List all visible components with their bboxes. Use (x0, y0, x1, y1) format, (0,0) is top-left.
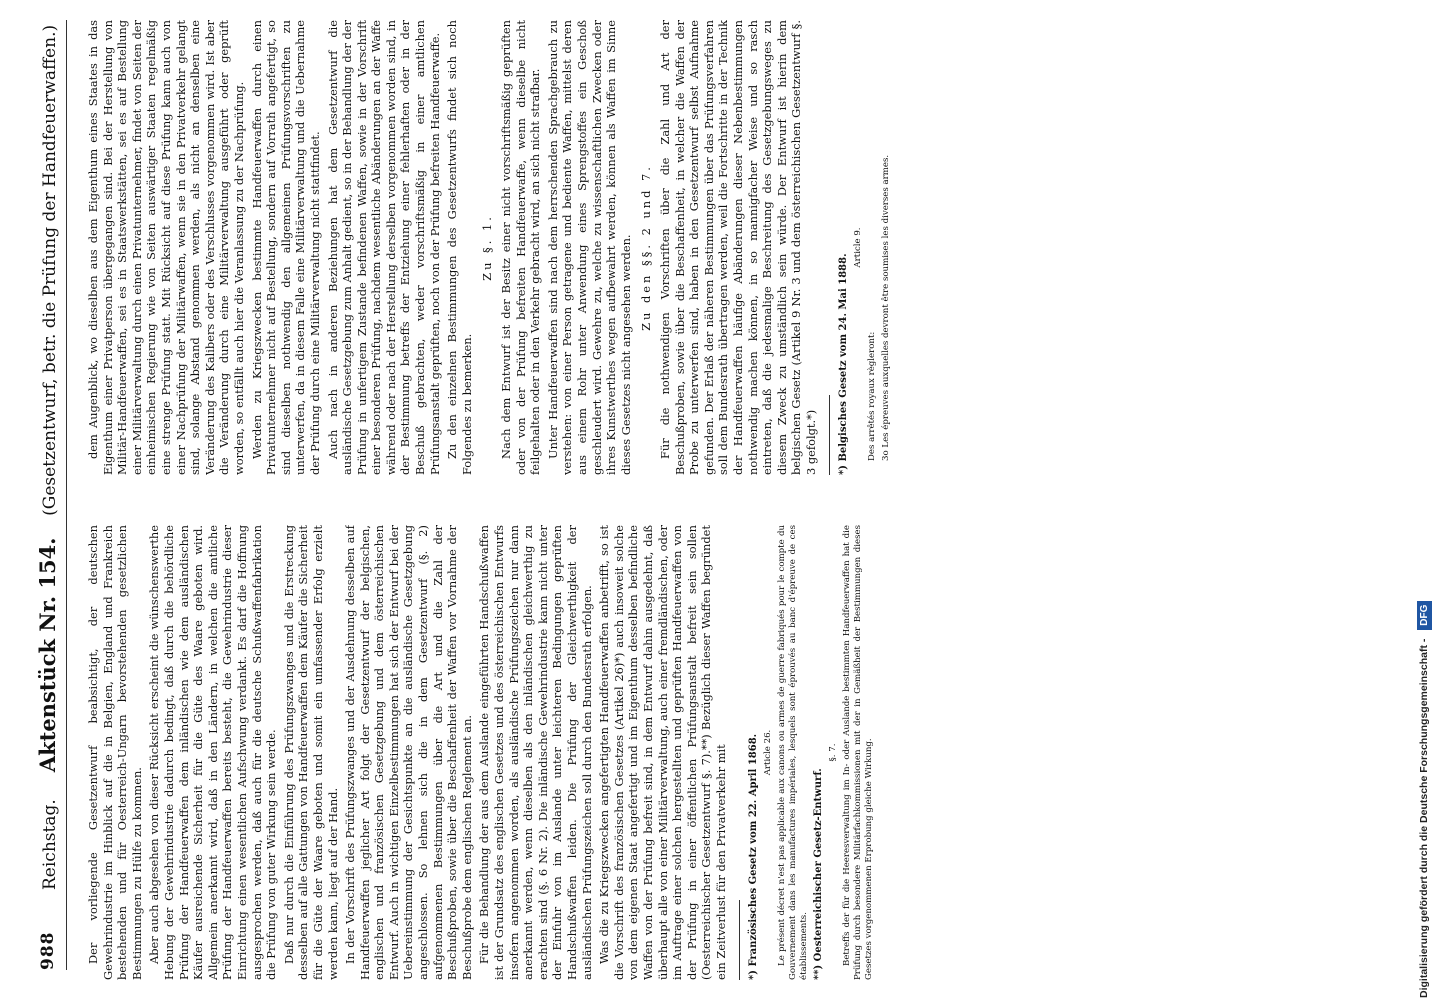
right-column (86, 20, 1226, 475)
paragraph: Für die Behandlung der aus dem Auslande eingeführten Handschußwaffen ist der Grundsatz des englischen Gesetzes und des österreichischen Entwurfs insofern angenommen worden, als ausländische Prüfungszeichen nur dann anerkannt werden, wenn dieselben als den inländischen gleichwerthig zu erachten sind (§. 6 Nr. 2). Die inländische Gewehrindustrie kann nicht unter der Einfuhr von im Auslande unter leichteren Bedingungen geprüften Handschußwaffen leiden. Die Prüfung der Gleichwerthigkeit der ausländischen Prüfungszeichen soll durch den Bundesrath erfolgen. (477, 525, 594, 980)
footnote-article: Article 9. (852, 227, 863, 268)
header-text (36, 25, 62, 890)
paragraph: Der vorliegende Gesetzentwurf beabsichtigt, der deutschen Gewehrindustrie im Hinblick auf die in Belgien, England und Frankreich bestehenden und für Oesterreich-Ungarn bevorstehenden gesetzlichen Bestimmungen zu Hülfe zu kommen. (86, 525, 144, 980)
footnote-rule (739, 900, 740, 980)
footnote-title: **) Oesterreichischer Gesetz-Entwurf. (812, 768, 824, 980)
paragraph: Unter Handfeuerwaffen sind nach dem herrschenden Sprachgebrauch zu verstehen: von einer Person getragene und bediente Waffen, mittelst deren aus einem Rohr unter Anwendung eines Sprengstoffes ein Geschoß geschleudert wird. Gewehre zu, welche zu wissenschaftlichen Zwecken oder ihres Kunstwerthes wegen aufbewahrt werden, können als Waffen im Sinne dieses Gesetzes nicht angesehen werden. (545, 20, 633, 475)
paragraph: Was die zu Kriegszwecken angefertigten Handfeuerwaffen anbetrifft, so ist die Vorschrift des französischen Gesetzes (Artikel 26)*) auch insoweit solche von dem eigenen Staat angefertigt und im Eigenthum desselben befindliche Waffen von der Prüfung befreit sind, in dem Entwurf dahin ausgedehnt, daß überhaupt alle von einer Militärverwaltung, auch einer fremdländischen, oder im Auftrage einer solchen hergestellten und geprüften Handfeuerwaffen von der Prüfung in einer öffentlichen Prüfungsanstalt befreit sein sollen (Oesterreichischer Gesetzentwurf §. 7).**) Bezüglich dieser Waffen begründet ein Zeitverlust für den Privatverkehr mit (597, 525, 728, 980)
footnote-article: Article 26. (762, 729, 773, 776)
paragraph: Zu den einzelnen Bestimmungen des Gesetzentwurfs findet sich noch Folgendes zu bemerken. (445, 20, 474, 475)
paragraph: Auch nach in anderen Beziehungen hat dem Gesetzentwurf die ausländische Gesetzgebung zum Anhalt gedient, so in der Behandlung der der Prüfung in unfertigem Zustande befindenen Waffen, sowie in der Vorschrift einer besonderen Prüfung, nachdem wesentliche Abänderungen an der Waffe während oder nach der Herstellung derselben vorgenommen worden sind, in der Bestimmung betreffs der Entziehung einer fehlerhaften oder in der Beschuß gebrachten, weder vorschriftsmäßig in einer amtlichen Prüfungsanstalt geprüften, noch von der Prüfung befreiten Handfeuerwaffe. (325, 20, 442, 475)
footnote-text: Des arrêtés royaux règleront: (866, 331, 877, 461)
running-header (36, 20, 66, 970)
footnote-text: Le présent décret n'est pas applicable aux canons ou armes de guerre fabriqués pour le compte du Gouvernement dans les manufactures impériales, lesquels sont éprouvés au banc d'épreuve de ces établissements. (776, 525, 809, 980)
credit-text: Digitalisierung gefördert durch die Deutsche Forschungsgemeinschaft - (1418, 638, 1430, 998)
paragraph: Für die nothwendigen Vorschriften über die Zahl und Art der Beschußproben, sowie über die Beschaffenheit, in welcher die Waffen der Probe zu unterwerfen sind, haben in den Gesetzentwurf selbst Aufnahme gefunden. Der Erlaß der näheren Bestimmungen über das Prüfungsverfahren soll dem Bundesrath übertragen werden, weil die Fortschritte in der Technik der Handfeuerwaffen häufige Abänderungen dieser Nebenbestimmungen nothwendig machen können, in so mannigfacher Weise und so rasch eintreten, daß die jedesmalige Beschreitung des Gesetzgebungsweges zu diesem Zweck zu umständlich sein würde. Der Entwurf ist hierin dem belgischen Gesetz (Artikel 9 Nr. 3 und dem österreichischen Gesetzentwurf §. 3 gefolgt.*) (657, 20, 818, 475)
header-rule (66, 20, 67, 970)
footnote-rule (829, 395, 830, 475)
digitization-credit (1416, 8, 1432, 998)
paragraph: dem Augenblick, wo dieselben aus dem Eigenthum eines Staates in das Eigenthum einer Privatperson übergegangen sind. Bei der Herstellung von Militär-Handfeuerwaffen, sei es in Staatswerkstätten, sei es auf Bestellung einer Militärverwaltung durch einen Privatunternehmer, findet von Seiten der einheimischen Regierung wie von Seiten auswärtiger Staaten regelmäßig eine strenge Prüfung statt. Mit Rücksicht auf diese Prüfung kann auch von einer Nachprüfung der Militärwaffen, wenn sie in den Privatverkehr gelangt sind, solange Abstand genommen werden, als nicht an denselben eine Veränderung des Kalibers oder des Verschlusses vorgenommen wird. Ist aber die Veränderung durch eine Militärverwaltung ausgeführt oder geprüft worden, so entfällt auch hier die Veranlassung zu der Nachprüfung. (86, 20, 246, 475)
paragraph: Aber auch abgesehen von dieser Rücksicht erscheint die wünschenswerthe Hebung der Gewehrindustrie dadurch bedingt, daß durch die behördliche Prüfung der Handfeuerwaffen dem inländischen wie dem ausländischen Käufer ausreichende Sicherheit für die Güte des Waare geboten wird. Allgemein anerkannt wird, daß in den Ländern, in welchen die amtliche Prüfung der Handfeuerwaffen bereits besteht, die Gewehrindustrie dieser Einrichtung einen wesentlichen Aufschwung verdankt. Es darf die Hoffnung ausgesprochen werden, daß auch für die deutsche Schußwaffenfabrikation die Prüfung von guter Wirkung sein werde. (147, 525, 279, 980)
footnote-title: *) Französisches Gesetz vom 22. April 1868. (747, 733, 759, 980)
left-column (86, 525, 1226, 980)
footnote-text: Betreffs der für die Heeresverwaltung im In- oder Auslande bestimmten Handfeuerwaffen hat die Prüfung durch besondere Militärfachkommissionen mit der in Gemäßheit der Bestimmungen dieses Gesetzes vorgenommenen Erprobung gleiche Wirkung. (842, 525, 875, 980)
footnote-text: 3o Les épreuves auxquelles devront être soumises les diverses armes. (880, 154, 891, 461)
section-heading: Zu den §§. 2 und 7. (639, 164, 654, 331)
footnote-article: §. 7. (828, 743, 839, 762)
paragraph: Nach dem Entwurf ist der Besitz einer nicht vorschriftsmäßig geprüften oder von der Prüfung befreiten Handfeuerwaffe, wenn dieselbe nicht feilgehalten oder in den Verkehr gebracht wird, an sich nicht strafbar. (499, 20, 543, 475)
paragraph: Daß nur durch die Einführung des Prüfungszwanges und die Erstreckung desselben auf alle Gattungen von Handfeuerwaffen dem Käufer die Sicherheit für die Güte der Waare geboten und somit ein umfassender Erfolg erzielt werden kann, liegt auf der Hand. (281, 525, 340, 980)
paragraph: In der Vorschrift des Prüfungszwanges und der Ausdehnung desselben auf Handfeuerwaffen jeglicher Art folgt der Gesetzentwurf der belgischen, englischen und französischen Gesetzgebung und dem österreichischen Entwurf. Auch in wichtigen Einzelbestimmungen hat sich der Entwurf bei der Uebereinstimmung der Gesichtspunkte an die ausländische Gesetzgebung angeschlossen. So lehnen sich die in dem Gesetzentwurf (§. 2) aufgenommenen Bestimmungen über die Art und die Zahl der Beschußproben, sowie über die Beschaffenheit der Waffen vor Vornahme der Beschußprobe dem englischen Reglement an. (343, 525, 474, 980)
footnote-title: *) Belgisches Gesetz vom 24. Mai 1888. (837, 253, 849, 475)
section-heading: Zu §. 1. (480, 214, 495, 281)
paragraph: Werden zu Kriegszwecken bestimmte Handfeuerwaffen durch einen Privatunternehmer nicht auf Bestellung, sondern auf Vorrath angefertigt, so sind dieselben nothwendig den allgemeinen Prüfungsvorschriften zu unterwerfen, da in diesem Falle eine Militärverwaltung und die Uebernahme der Prüfung durch eine Militärverwaltung nicht stattfindet. (249, 20, 322, 475)
document-title: (Gesetzentwurf, betr. die Prüfung der Handfeuerwaffen.) (40, 24, 60, 516)
publication-name: Reichstag. (40, 799, 60, 890)
document-label: Aktenstück Nr. 154. (35, 537, 60, 773)
dfg-logo: DFG (1417, 601, 1432, 630)
page-number: 988 (38, 931, 58, 970)
